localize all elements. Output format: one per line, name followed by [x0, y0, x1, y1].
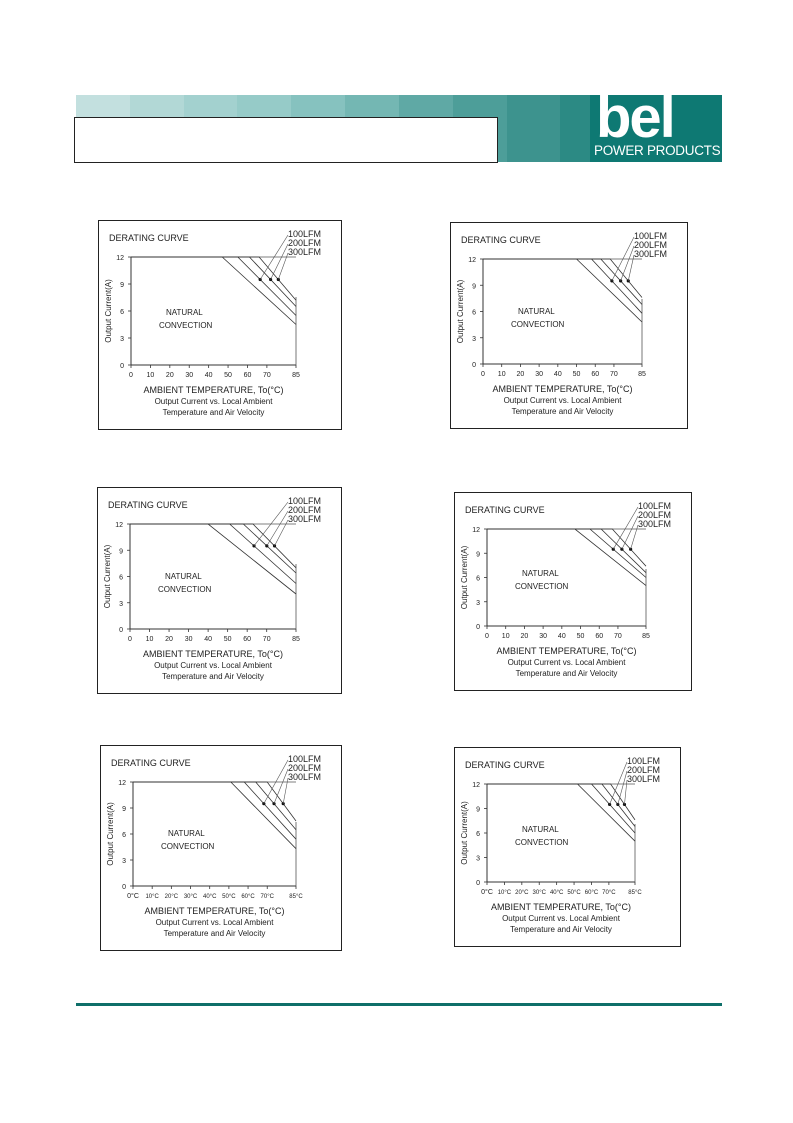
logo-tagline: POWER PRODUCTS: [594, 143, 721, 158]
x-tick-label: 85: [292, 636, 300, 643]
chart-title: DERATING CURVE: [111, 758, 191, 768]
legend-label: 100LFM: [627, 756, 661, 766]
y-tick-label: 9: [119, 548, 123, 556]
curve-lfm-1: [133, 782, 296, 839]
curve-marker-dot: [619, 279, 622, 282]
chart-svg: [98, 488, 341, 693]
curve-lfm-2: [130, 524, 296, 573]
x-axis-label: AMBIENT TEMPERATURE, To(°C): [491, 902, 631, 912]
x-tick-label: 50: [224, 372, 232, 379]
y-axis-label: Output Current(A): [104, 279, 113, 343]
convection-label: CONVECTION: [515, 582, 569, 591]
y-tick-label: 3: [476, 855, 480, 863]
legend-label: 200LFM: [627, 765, 661, 775]
x-tick-label: 20°C: [515, 890, 529, 896]
x-tick-label: 10°C: [497, 890, 512, 896]
x-tick-label: 0: [129, 372, 133, 379]
x-tick-label: 85: [638, 371, 646, 378]
y-tick-label: 12: [472, 782, 480, 789]
curve-natural: [130, 524, 296, 594]
y-tick-label: 0: [472, 362, 476, 369]
derating-chart-5: [100, 745, 342, 951]
legend-label: 300LFM: [634, 249, 668, 259]
legend-label: 100LFM: [288, 229, 322, 239]
natural-label: NATURAL: [522, 825, 559, 834]
natural-label: NATURAL: [522, 569, 559, 578]
footer-rule: [76, 1003, 722, 1006]
x-tick-label: 30: [185, 372, 194, 379]
caption-line-1: Output Current vs. Local Ambient: [154, 661, 272, 670]
y-tick-label: 0: [122, 884, 126, 891]
y-tick-label: 3: [119, 600, 123, 608]
document-title-box: [74, 117, 498, 163]
curve-lfm-3: [133, 782, 296, 821]
x-tick-label: 10: [497, 371, 506, 378]
curve-marker-dot: [620, 548, 623, 551]
natural-label: NATURAL: [168, 829, 205, 838]
x-tick-label: 0: [481, 371, 485, 378]
y-tick-label: 0: [476, 624, 480, 631]
curve-marker-dot: [269, 278, 272, 281]
natural-label: NATURAL: [166, 308, 203, 317]
caption-line-2: Temperature and Air Velocity: [162, 408, 265, 417]
x-tick-label: 10: [501, 633, 510, 640]
legend-label: 100LFM: [288, 496, 322, 506]
caption-line-1: Output Current vs. Local Ambient: [502, 914, 620, 923]
derating-chart-4: [454, 492, 692, 691]
y-tick-label: 0: [120, 363, 124, 370]
derating-chart-3: [97, 487, 342, 694]
x-tick-label: 30: [184, 636, 193, 643]
y-tick-label: 9: [476, 806, 480, 814]
x-tick-label: 40°C: [203, 894, 217, 900]
x-tick-label: 60°C: [584, 890, 599, 896]
y-axis-label: Output Current(A): [103, 544, 112, 609]
convection-label: CONVECTION: [515, 838, 569, 847]
derating-chart-2: [450, 222, 688, 429]
x-tick-label: 20: [516, 371, 525, 378]
caption-line-1: Output Current vs. Local Ambient: [154, 397, 273, 406]
x-tick-label: 30°C: [183, 894, 198, 900]
band-segment: [507, 95, 561, 162]
derating-chart-1: [98, 220, 342, 430]
chart-svg: [455, 748, 680, 946]
x-tick-label: 0°C: [481, 889, 493, 896]
y-tick-label: 6: [120, 309, 124, 316]
legend-label: 300LFM: [288, 247, 322, 257]
natural-label: NATURAL: [165, 572, 202, 581]
x-tick-label: 70°C: [260, 894, 274, 900]
y-tick-label: 3: [476, 599, 480, 607]
curve-lfm-1: [487, 784, 635, 833]
x-tick-label: 85: [292, 372, 300, 379]
curve-marker-dot: [265, 544, 268, 547]
curve-marker-dot: [629, 548, 632, 551]
curve-natural: [487, 784, 635, 841]
legend-label: 200LFM: [288, 238, 322, 248]
x-tick-label: 70°C: [602, 890, 616, 896]
y-tick-label: 6: [119, 574, 123, 582]
y-tick-label: 9: [120, 282, 124, 289]
curve-lfm-2: [483, 259, 642, 305]
curve-lfm-2: [487, 784, 635, 827]
legend-label: 200LFM: [634, 240, 668, 250]
x-tick-label: 0: [128, 636, 132, 643]
x-tick-label: 50°C: [222, 894, 236, 900]
y-tick-label: 6: [476, 575, 480, 583]
chart-svg: [455, 493, 691, 690]
curve-lfm-1: [487, 529, 646, 578]
x-tick-label: 60°C: [241, 894, 255, 900]
legend-leader-line: [274, 769, 288, 804]
x-tick-label: 30°C: [532, 890, 546, 896]
y-tick-label: 6: [472, 309, 476, 317]
y-tick-label: 12: [468, 257, 476, 264]
chart-title: DERATING CURVE: [465, 760, 545, 770]
legend-label: 300LFM: [638, 519, 672, 529]
x-tick-label: 85°C: [289, 894, 303, 900]
x-tick-label: 20: [165, 636, 173, 643]
y-tick-label: 12: [115, 522, 123, 529]
y-tick-label: 12: [118, 780, 126, 787]
x-tick-label: 20: [520, 633, 529, 640]
caption-line-2: Temperature and Air Velocity: [515, 669, 618, 678]
legend-label: 100LFM: [634, 231, 668, 241]
curve-lfm-3: [487, 784, 635, 820]
x-axis-label: AMBIENT TEMPERATURE, To(°C): [496, 646, 637, 656]
y-tick-label: 6: [122, 832, 126, 839]
y-tick-label: 0: [476, 880, 480, 887]
y-tick-label: 3: [122, 858, 126, 865]
chart-title: DERATING CURVE: [109, 233, 189, 243]
convection-label: CONVECTION: [158, 585, 212, 594]
caption-line-2: Temperature and Air Velocity: [511, 407, 614, 416]
curve-lfm-1: [483, 259, 642, 313]
legend-label: 200LFM: [638, 510, 672, 520]
x-tick-label: 50: [576, 633, 585, 640]
curve-lfm-2: [131, 257, 296, 307]
logo-brand-text: bel: [596, 85, 674, 150]
derating-chart-6: [454, 747, 681, 947]
x-tick-label: 0°C: [127, 893, 139, 900]
caption-line-2: Temperature and Air Velocity: [162, 672, 264, 681]
y-tick-label: 9: [472, 283, 476, 291]
caption-line-2: Temperature and Air Velocity: [163, 929, 266, 938]
legend-label: 300LFM: [288, 772, 322, 782]
curve-natural: [133, 782, 296, 849]
x-tick-label: 10: [146, 372, 155, 379]
x-tick-label: 20: [165, 372, 174, 379]
curve-lfm-1: [131, 257, 296, 316]
legend-leader-line: [618, 771, 627, 804]
x-axis-label: AMBIENT TEMPERATURE, To(°C): [143, 649, 283, 659]
x-tick-label: 70: [262, 636, 271, 643]
legend-label: 200LFM: [288, 763, 322, 773]
x-tick-label: 20°C: [164, 894, 179, 900]
convection-label: CONVECTION: [159, 321, 213, 330]
x-tick-label: 60: [243, 636, 252, 643]
y-axis-label: Output Current(A): [460, 801, 469, 865]
caption-line-1: Output Current vs. Local Ambient: [503, 396, 622, 405]
legend-label: 100LFM: [638, 501, 672, 511]
y-tick-label: 0: [119, 627, 123, 634]
chart-title: DERATING CURVE: [108, 500, 188, 510]
x-tick-label: 85: [642, 633, 650, 640]
x-tick-label: 60: [595, 633, 604, 640]
x-tick-label: 40: [553, 371, 562, 378]
y-tick-label: 9: [476, 551, 480, 559]
x-tick-label: 30: [539, 633, 548, 640]
curve-marker-dot: [273, 544, 276, 547]
legend-label: 300LFM: [627, 774, 661, 784]
x-tick-label: 85°C: [628, 890, 642, 896]
caption-line-1: Output Current vs. Local Ambient: [155, 918, 274, 927]
legend-label: 200LFM: [288, 505, 322, 515]
x-tick-label: 30: [535, 371, 544, 378]
convection-label: CONVECTION: [511, 320, 565, 329]
x-tick-label: 50: [223, 636, 232, 643]
chart-svg: [99, 221, 341, 429]
x-tick-label: 0: [485, 633, 489, 640]
caption-line-2: Temperature and Air Velocity: [510, 925, 612, 934]
chart-title: DERATING CURVE: [465, 505, 545, 515]
caption-line-1: Output Current vs. Local Ambient: [507, 658, 626, 667]
legend-label: 300LFM: [288, 514, 322, 524]
x-tick-label: 10: [145, 636, 154, 643]
chart-svg: [101, 746, 341, 950]
x-tick-label: 60: [591, 371, 600, 378]
legend-leader-line: [610, 762, 627, 804]
y-tick-label: 6: [476, 831, 480, 838]
x-tick-label: 70: [610, 371, 618, 378]
legend-leader-line: [613, 507, 638, 549]
x-tick-label: 40: [557, 633, 566, 640]
y-tick-label: 12: [472, 527, 480, 534]
x-tick-label: 40: [204, 636, 213, 643]
x-tick-label: 10°C: [145, 894, 159, 900]
y-axis-label: Output Current(A): [106, 802, 115, 866]
bel-logo: [590, 85, 722, 162]
x-tick-label: 70: [614, 633, 622, 640]
chart-svg: [451, 223, 687, 428]
y-tick-label: 12: [116, 255, 124, 262]
y-axis-label: Output Current(A): [460, 545, 469, 610]
curve-marker-dot: [612, 548, 615, 551]
chart-title: DERATING CURVE: [461, 235, 541, 245]
x-axis-label: AMBIENT TEMPERATURE, To(°C): [143, 385, 284, 395]
y-axis-label: Output Current(A): [456, 279, 465, 344]
x-tick-label: 40°C: [549, 890, 564, 896]
x-axis-label: AMBIENT TEMPERATURE, To(°C): [492, 384, 633, 394]
natural-label: NATURAL: [518, 307, 555, 316]
x-tick-label: 40: [204, 372, 213, 379]
x-axis-label: AMBIENT TEMPERATURE, To(°C): [144, 906, 285, 916]
convection-label: CONVECTION: [161, 842, 215, 851]
y-tick-label: 3: [472, 335, 476, 343]
x-tick-label: 50: [572, 371, 581, 378]
legend-label: 100LFM: [288, 754, 322, 764]
curve-marker-dot: [610, 279, 613, 282]
x-tick-label: 70: [262, 372, 271, 379]
y-tick-label: 9: [122, 806, 126, 813]
y-tick-label: 3: [120, 336, 124, 343]
x-tick-label: 50°C: [567, 890, 581, 896]
x-tick-label: 60: [243, 372, 252, 379]
